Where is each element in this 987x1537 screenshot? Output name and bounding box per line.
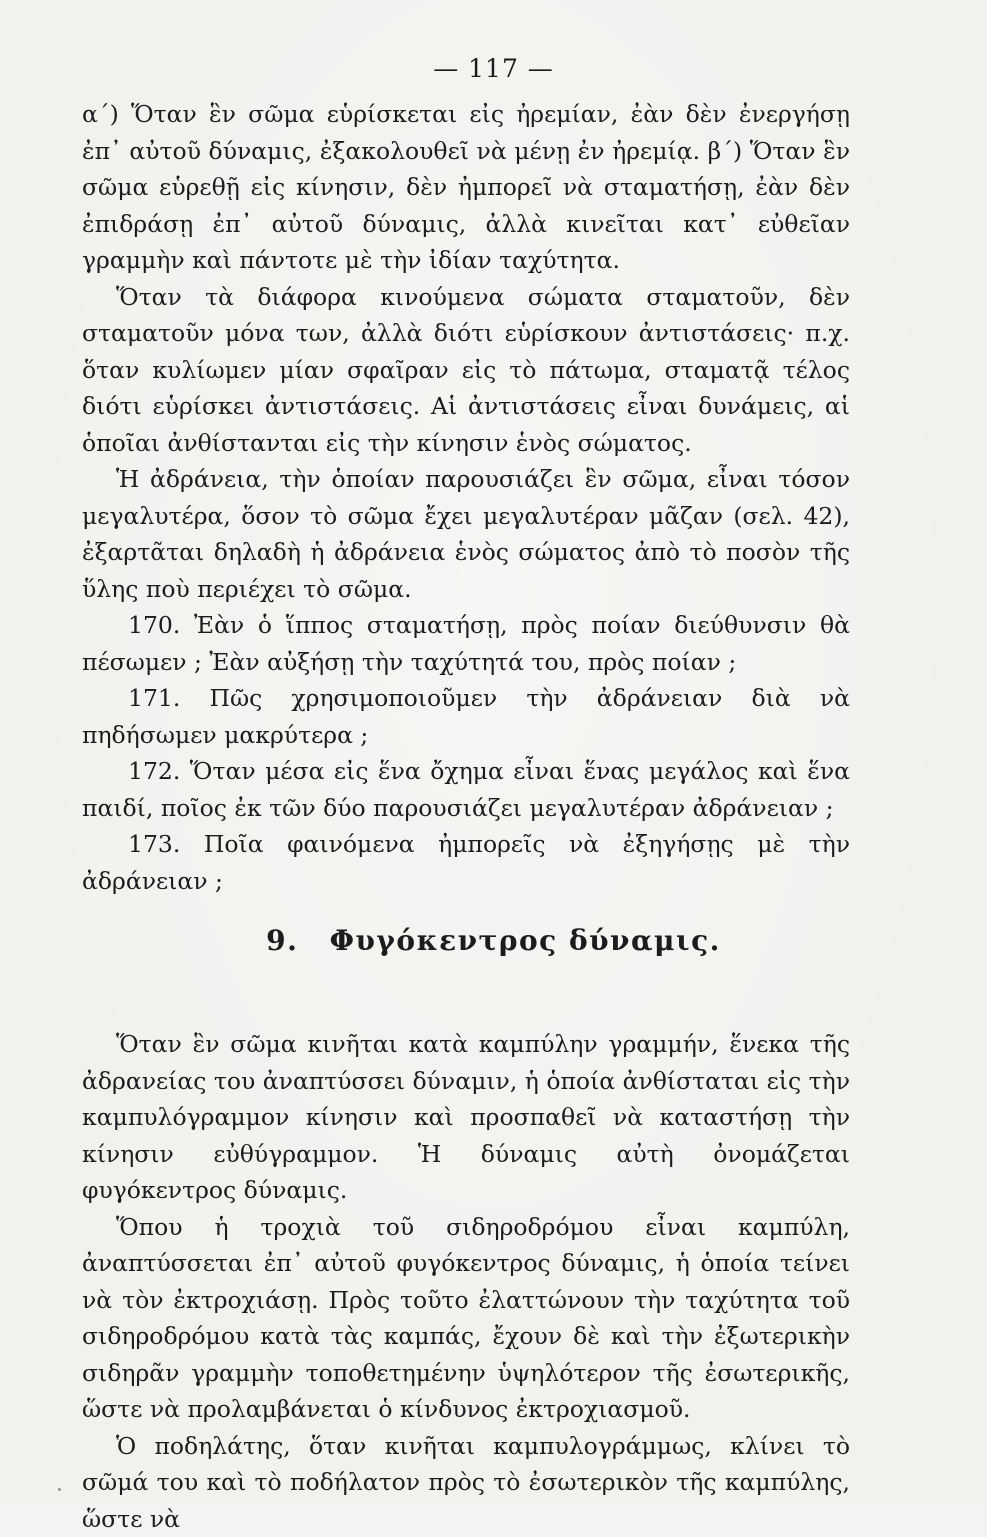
text-block-section — [82, 1026, 850, 1537]
page-number: — 117 — — [0, 54, 987, 83]
question-170: 170. Ἐὰν ὁ ἵππος σταματήσῃ, πρὸς ποίαν διεύθυνσιν θὰ πέσωμεν ; Ἐὰν αὐξήσῃ τὴν ταχύτητά του, πρὸς ποίαν ; — [82, 607, 850, 680]
question-171: 171. Πῶς χρησιμοποιοῦμεν τὴν ἀδράνειαν διὰ νὰ πηδήσωμεν μακρύτερα ; — [82, 680, 850, 753]
section-heading — [0, 924, 987, 957]
section-title-text: Φυγόκεντρος δύναμις. — [330, 924, 721, 957]
paragraph-railway: Ὅπου ἡ τροχιὰ τοῦ σιδηροδρόμου εἶναι καμπύλη, ἀναπτύσσεται ἐπ᾽ αὐτοῦ φυγόκεντρος δύναμις, ἡ ὁποία τείνει νὰ τὸν ἐκτροχιάσῃ. Πρὸς τοῦτο ἐλαττώνουν τὴν ταχύτητα τοῦ σιδηροδρόμου κατὰ τὰς καμπάς, ἔχουν δὲ καὶ τὴν ἐξωτερικὴν σιδηρᾶν γραμμὴν τοποθετημένην ὑψηλότερον τῆς ἐσωτερικῆς, ὥστε νὰ προλαμβάνεται ὁ κίνδυνος ἐκτροχιασμοῦ. — [82, 1209, 850, 1428]
paragraph-inertia-laws: α΄) Ὅταν ἓν σῶμα εὑρίσκεται εἰς ἠρεμίαν, ἐὰν δὲν ἐνεργήσῃ ἐπ᾽ αὐτοῦ δύναμις, ἐξακολουθεῖ νὰ μένῃ ἐν ἠρεμίᾳ. β΄) Ὅταν ἓν σῶμα εὑρεθῇ εἰς κίνησιν, δὲν ἠμπορεῖ νὰ σταματήσῃ, ἐὰν δὲν ἐπιδράσῃ ἐπ᾽ αὐτοῦ δύναμις, ἀλλὰ κινεῖται κατ᾽ εὐθεῖαν γραμμὴν καὶ πάντοτε μὲ τὴν ἰδίαν ταχύτητα. — [82, 96, 850, 279]
paragraph-cyclist: Ὁ ποδηλάτης, ὅταν κινῆται καμπυλογράμμως, κλίνει τὸ σῶμά του καὶ τὸ ποδήλατον πρὸς τὸ ἐσωτερικὸν τῆς καμπύλης, ὥστε νὰ — [82, 1428, 850, 1537]
paragraph-resistances: Ὅταν τὰ διάφορα κινούμενα σώματα σταματοῦν, δὲν σταματοῦν μόνα των, ἀλλὰ διότι εὑρίσκουν ἀντιστάσεις· π.χ. ὅταν κυλίωμεν μίαν σφαῖραν εἰς τὸ πάτωμα, σταματᾷ τέλος διότι εὑρίσκει ἀντιστάσεις. Αἱ ἀντιστάσεις εἶναι δυνάμεις, αἱ ὁποῖαι ἀνθίστανται εἰς τὴν κίνησιν ἑνὸς σώματος. — [82, 279, 850, 462]
question-173: 173. Ποῖα φαινόμενα ἠμπορεῖς νὰ ἐξηγήσῃς μὲ τὴν ἀδράνειαν ; — [82, 826, 850, 899]
paragraph-centrifugal-definition: Ὅταν ἓν σῶμα κινῆται κατὰ καμπύλην γραμμήν, ἕνεκα τῆς ἀδρανείας του ἀναπτύσσει δύναμιν, ἡ ὁποία ἀνθίσταται εἰς τὴν καμπυλόγραμμον κίνησιν καὶ προσπαθεῖ νὰ καταστήσῃ τὴν κίνησιν εὐθύγραμμον. Ἡ δύναμις αὐτὴ ὀνομάζεται φυγόκεντρος δύναμις. — [82, 1026, 850, 1209]
section-number: 9. — [266, 924, 298, 957]
text-block-top — [82, 96, 850, 899]
question-172: 172. Ὅταν μέσα εἰς ἕνα ὄχημα εἶναι ἕνας μεγάλος καὶ ἕνα παιδί, ποῖος ἐκ τῶν δύο παρουσιάζει μεγαλυτέραν ἀδράνειαν ; — [82, 753, 850, 826]
paper-speck — [58, 1488, 61, 1491]
paragraph-inertia-mass: Ἡ ἀδράνεια, τὴν ὁποίαν παρουσιάζει ἓν σῶμα, εἶναι τόσον μεγαλυτέρα, ὅσον τὸ σῶμα ἔχει μεγαλυτέραν μᾶζαν (σελ. 42), ἐξαρτᾶται δηλαδὴ ἡ ἀδράνεια ἑνὸς σώματος ἀπὸ τὸ ποσὸν τῆς ὕλης ποὺ περιέχει τὸ σῶμα. — [82, 461, 850, 607]
